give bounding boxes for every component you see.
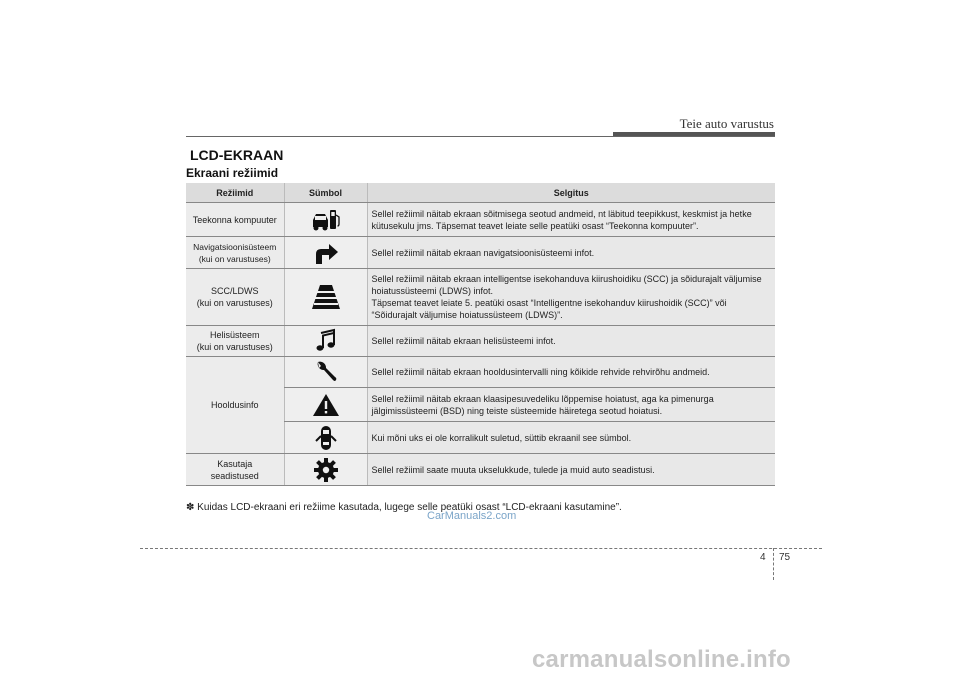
lcd-modes-table	[186, 183, 775, 486]
description-cell	[367, 237, 775, 269]
usage-note: ✽ Kuidas LCD-ekraani eri režiime kasutada, lugege selle peatüki osast “LCD-ekraani kasutamine”.	[186, 502, 622, 513]
table-row	[186, 357, 775, 388]
mode-cell	[186, 357, 284, 454]
column-header-mode: Režiimid	[186, 183, 284, 203]
header-rule	[186, 136, 775, 137]
chapter-number: 4	[760, 552, 766, 563]
table-header-row	[186, 183, 775, 203]
description-text-more: Täpsemat teavet leiate 5. peatüki osast “Intelligentne isekohanduv kiirushoidik (SCC)” või “Sõidurajalt väljumise hoiatussüsteem (LDWS)”.	[371, 298, 727, 320]
footer-brand: carmanualsonline.info	[532, 646, 791, 673]
mode-qualifier: (kui on varustuses)	[198, 253, 271, 264]
mode-cell	[186, 454, 284, 486]
description-text: Sellel režiimil saate muuta ukselukkude, tulede ja muid auto seadistusi.	[371, 464, 655, 475]
mode-cell	[186, 237, 284, 269]
description-text: Sellel režiimil näitab ekraan sõitmisega seotud andmeid, nt läbitud teepikkust, keskmist ja hetke kütusekulu jms. Täpsemat teavet leiate selle peatüki osast “Teekonna kompuuter”.	[371, 208, 752, 231]
section-title: LCD-EKRAAN	[190, 147, 284, 163]
description-cell	[367, 203, 775, 237]
table-row	[186, 203, 775, 237]
symbol-cell	[284, 269, 367, 326]
watermark: CarManuals2.com	[427, 510, 517, 522]
trip-computer-icon	[311, 207, 341, 233]
mode-cell	[186, 269, 284, 326]
mode-qualifier: seadistused	[210, 470, 259, 481]
mode-cell	[186, 203, 284, 237]
table-row	[186, 326, 775, 357]
symbol-cell	[284, 203, 367, 237]
mode-label: Teekonna kompuuter	[192, 214, 277, 225]
table-row	[186, 454, 775, 486]
page-number-divider	[773, 548, 774, 580]
description-text: Kui mõni uks ei ole korralikult suletud, süttib ekraanil see sümbol.	[371, 432, 632, 443]
description-cell	[367, 454, 775, 486]
mode-qualifier: (kui on varustuses)	[196, 342, 273, 352]
column-header-symbol: Sümbol	[284, 183, 367, 203]
description-text: Sellel režiimil näitab ekraan navigatsioonisüsteemi infot.	[371, 247, 595, 258]
mode-label: Helisüsteem	[209, 330, 260, 340]
mode-label: Navigatsioonisüsteem	[193, 241, 277, 252]
symbol-cell	[284, 388, 367, 422]
description-cell	[367, 357, 775, 388]
symbol-cell	[284, 326, 367, 357]
page-header-title: Teie auto varustus	[679, 116, 774, 131]
mode-label: Hooldusinfo	[210, 400, 259, 410]
description-text: Sellel režiimil näitab ekraan klaasipesuvedeliku lõppemise hoiatust, aga ka pimenurga jälgimissüsteemi (BSD) ning teiste süsteemide häiretega seotud hoiatusi.	[371, 393, 714, 416]
mode-label: SCC/LDWS	[210, 286, 259, 296]
symbol-cell	[284, 237, 367, 269]
description-cell	[367, 422, 775, 454]
mode-cell	[186, 326, 284, 357]
table-row	[186, 269, 775, 326]
wrench-icon	[313, 359, 339, 385]
footer-divider	[140, 548, 822, 549]
music-note-icon	[314, 328, 338, 354]
header-rule-accent	[613, 132, 775, 136]
description-cell	[367, 326, 775, 357]
symbol-cell	[284, 454, 367, 486]
page-number: 75	[779, 552, 791, 563]
mode-qualifier: (kui on varustuses)	[196, 298, 273, 308]
table-row	[186, 237, 775, 269]
description-text: Sellel režiimil näitab ekraan helisüsteemi infot.	[371, 336, 556, 346]
description-cell	[367, 269, 775, 326]
mode-label: Kasutaja	[217, 458, 253, 469]
symbol-cell	[284, 357, 367, 388]
section-subtitle: Ekraani režiimid	[186, 166, 279, 180]
door-open-icon	[313, 424, 339, 452]
description-text: Sellel režiimil näitab ekraan hooldusintervalli ning kõikide rehvide rehvirõhu andmeid.	[371, 367, 710, 377]
symbol-cell	[284, 422, 367, 454]
warning-icon	[312, 392, 340, 418]
gear-icon	[313, 457, 339, 483]
description-cell	[367, 388, 775, 422]
lane-icon	[311, 283, 341, 311]
description-text: Sellel režiimil näitab ekraan intelligentse isekohanduva kiirushoidiku (SCC) ja sõidurajalt väljumise hoiatussüsteemi (LDWS) infot.	[371, 274, 762, 296]
turn-right-arrow-icon	[312, 240, 340, 266]
column-header-explanation: Selgitus	[367, 183, 775, 203]
